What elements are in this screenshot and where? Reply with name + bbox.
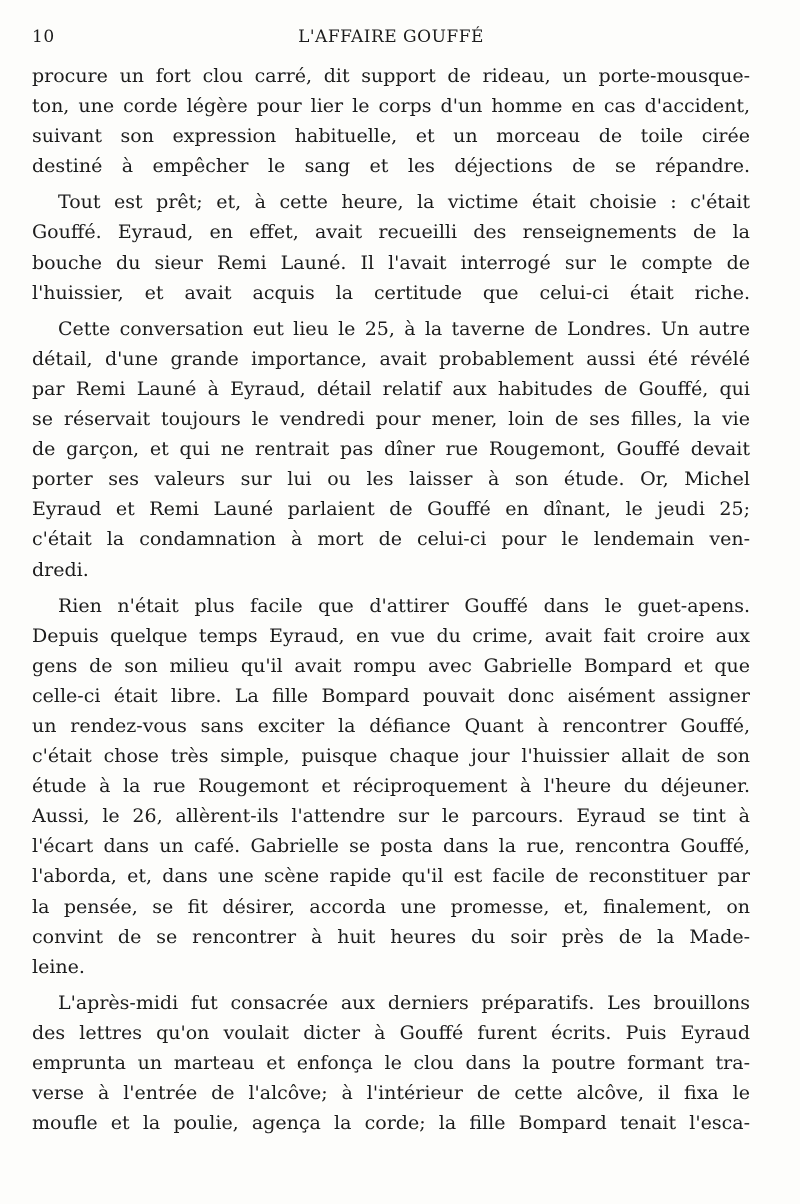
text-line: procure un fort clou carré, dit support de rideau, un porte-mousque- bbox=[32, 65, 750, 87]
text-line: Cette conversation eut lieu le 25, à la taverne de Londres. Un autre bbox=[58, 317, 750, 340]
text-line: des lettres qu'on voulait dicter à Gouffé furent écrits. Puis Eyraud bbox=[32, 1021, 750, 1044]
text-line: ton, une corde légère pour lier le corps d'un homme en cas d'accident, bbox=[32, 95, 750, 118]
text-line: porter ses valeurs sur lui ou les laisser à son étude. Or, Michel bbox=[32, 468, 750, 491]
text-line: suivant son expression habituelle, et un morceau de toile cirée bbox=[32, 125, 750, 148]
text-line: moufle et la poulie, agença la corde; la fille Bompard tenait l'esca- bbox=[32, 1112, 750, 1135]
text-line: l'huissier, et avait acquis la certitude que celui-ci était riche. bbox=[32, 281, 750, 304]
text-line: Tout est prêt; et, à cette heure, la victime était choisie : c'était bbox=[58, 191, 750, 214]
text-line: leine. bbox=[32, 955, 85, 978]
page-header bbox=[32, 27, 750, 61]
text-line: Gouffé. Eyraud, en effet, avait recueilli des renseignements de la bbox=[32, 221, 750, 244]
text-line: convint de se rencontrer à huit heures du soir près de la Made- bbox=[32, 925, 750, 948]
text-line: celle-ci était libre. La fille Bompard pouvait donc aisément assigner bbox=[32, 684, 750, 707]
text-line: gens de son milieu qu'il avait rompu avec Gabrielle Bompard et que bbox=[32, 654, 750, 677]
text-line: emprunta un marteau et enfonça le clou dans la poutre formant tra- bbox=[32, 1052, 750, 1074]
text-line: par Remi Launé à Eyraud, détail relatif aux habitudes de Gouffé, qui bbox=[32, 377, 750, 400]
page-number: 10 bbox=[32, 27, 55, 47]
text-line: Rien n'était plus facile que d'attirer Gouffé dans le guet-apens. bbox=[58, 594, 750, 617]
text-line: Aussi, le 26, allèrent-ils l'attendre sur le parcours. Eyraud se tint à bbox=[32, 805, 750, 828]
text-line: bouche du sieur Remi Launé. Il l'avait interrogé sur le compte de bbox=[32, 251, 750, 274]
text-line: Depuis quelque temps Eyraud, en vue du crime, avait fait croire aux bbox=[32, 624, 750, 647]
text-line: verse à l'entrée de l'alcôve; à l'intérieur de cette alcôve, il fixa le bbox=[32, 1082, 750, 1105]
text-line: l'aborda, et, dans une scène rapide qu'il est facile de reconstituer par bbox=[32, 865, 750, 888]
text-line: destiné à empêcher le sang et les déjections de se répandre. bbox=[32, 155, 750, 178]
text-line: de garçon, et qui ne rentrait pas dîner rue Rougemont, Gouffé devait bbox=[32, 438, 750, 461]
text-line: un rendez-vous sans exciter la défiance Quant à rencontrer Gouffé, bbox=[32, 714, 750, 737]
body-text bbox=[32, 61, 750, 1138]
running-title: L'AFFAIRE GOUFFÉ bbox=[298, 27, 484, 47]
text-line: c'était chose très simple, puisque chaque jour l'huissier allait de son bbox=[32, 745, 750, 768]
text-line: c'était la condamnation à mort de celui-ci pour le lendemain ven- bbox=[32, 528, 750, 551]
text-line: l'écart dans un café. Gabrielle se posta dans la rue, rencontra Gouffé, bbox=[32, 835, 750, 858]
text-line: L'après-midi fut consacrée aux derniers préparatifs. Les brouillons bbox=[58, 991, 750, 1014]
text-line: Eyraud et Remi Launé parlaient de Gouffé en dînant, le jeudi 25; bbox=[32, 498, 750, 521]
text-line: dredi. bbox=[32, 558, 89, 581]
text-line: détail, d'une grande importance, avait probablement aussi été révélé bbox=[32, 347, 750, 370]
text-line: la pensée, se fit désirer, accorda une promesse, et, finalement, on bbox=[32, 895, 750, 918]
text-line: se réservait toujours le vendredi pour mener, loin de ses filles, la vie bbox=[32, 408, 750, 431]
text-line: étude à la rue Rougemont et réciproquement à l'heure du déjeuner. bbox=[32, 775, 750, 798]
